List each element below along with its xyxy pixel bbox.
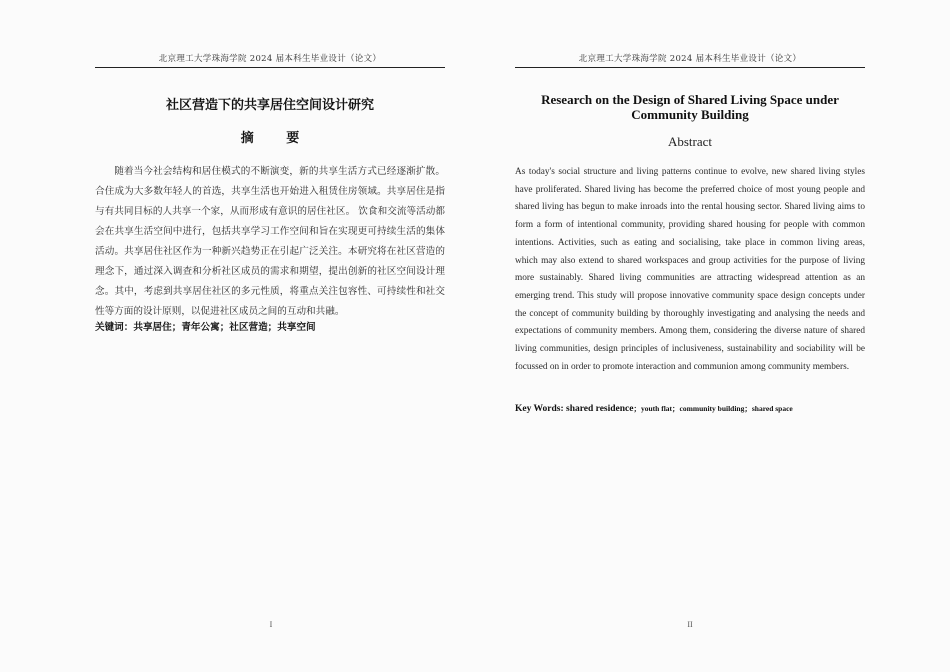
page-number: I	[269, 620, 273, 629]
right-page	[475, 0, 950, 672]
abstract-body: As today's social structure and living patterns continue to evolve, new shared living styles have proliferated. Shared living has become the preferred choice of most young people and shared living has begun to make inroads into the rental housing sector. Shared living aims to form a form of intentional community, providing shared housing for people with common intentions. Activities, such as eating and socialising, take place in common living areas, which may also extend to shared workspaces and group activities for the purpose of living more sustainably. Shared living communities are attracting widespread attention as an emerging trend. This study will propose innovative community space design concepts under the concept of community building by thoroughly investigating and analysing the needs and expectations of community members. Among them, considering the diverse nature of shared living communities, design principles of inclusiveness, sustainability and sociability will be focussed on in order to promote interaction and communion among community members.	[515, 167, 865, 372]
header-rule	[515, 67, 865, 68]
keywords-list: ；youth flat；community building；shared space	[633, 404, 793, 413]
page-number: II	[687, 620, 693, 629]
header-rule	[95, 67, 445, 68]
title-line-1: Research on the Design of Shared Living Space under	[541, 92, 839, 107]
abstract-heading: 摘 要	[240, 131, 314, 146]
keywords: 关键词：共享居住；青年公寓；社区营造；共享空间	[95, 322, 316, 333]
keywords	[515, 403, 865, 414]
page-title: 社区营造下的共享居住空间设计研究	[165, 98, 374, 113]
running-header: 北京理工大学珠海学院 2024 届本科生毕业设计（论文）	[578, 54, 802, 64]
title-line-2: Community Building	[631, 107, 749, 122]
abstract-heading: Abstract	[667, 134, 713, 149]
keywords-label: Key Words: shared residence	[515, 404, 634, 414]
running-header: 北京理工大学珠海学院 2024 届本科生毕业设计（论文）	[158, 54, 382, 64]
page-title	[515, 92, 865, 122]
abstract-body: 随着当今社会结构和居住模式的不断演变，新的共享生活方式已经逐渐扩散。合住成为大多数年轻人的首选，共享生活也开始进入租赁住房领域。共享居住是指与有共同目标的人共享一个家，从而形成有意识的居住社区。 饮食和交流等活动都会在共享生活空间中进行，包括共享学习工作空间和旨在实现更可持续生活的集体活动。共享居住社区作为一种新兴趋势正在引起广泛关注。本研究将在社区营造的理念下，通过深入调查和分析社区成员的需求和期望，提出创新的社区空间设计理念。其中，考虑到共享居住社区的多元性质，将重点关注包容性、可持续性和社交性等方面的设计原则，以促进社区成员之间的互动和共融。	[95, 166, 445, 317]
